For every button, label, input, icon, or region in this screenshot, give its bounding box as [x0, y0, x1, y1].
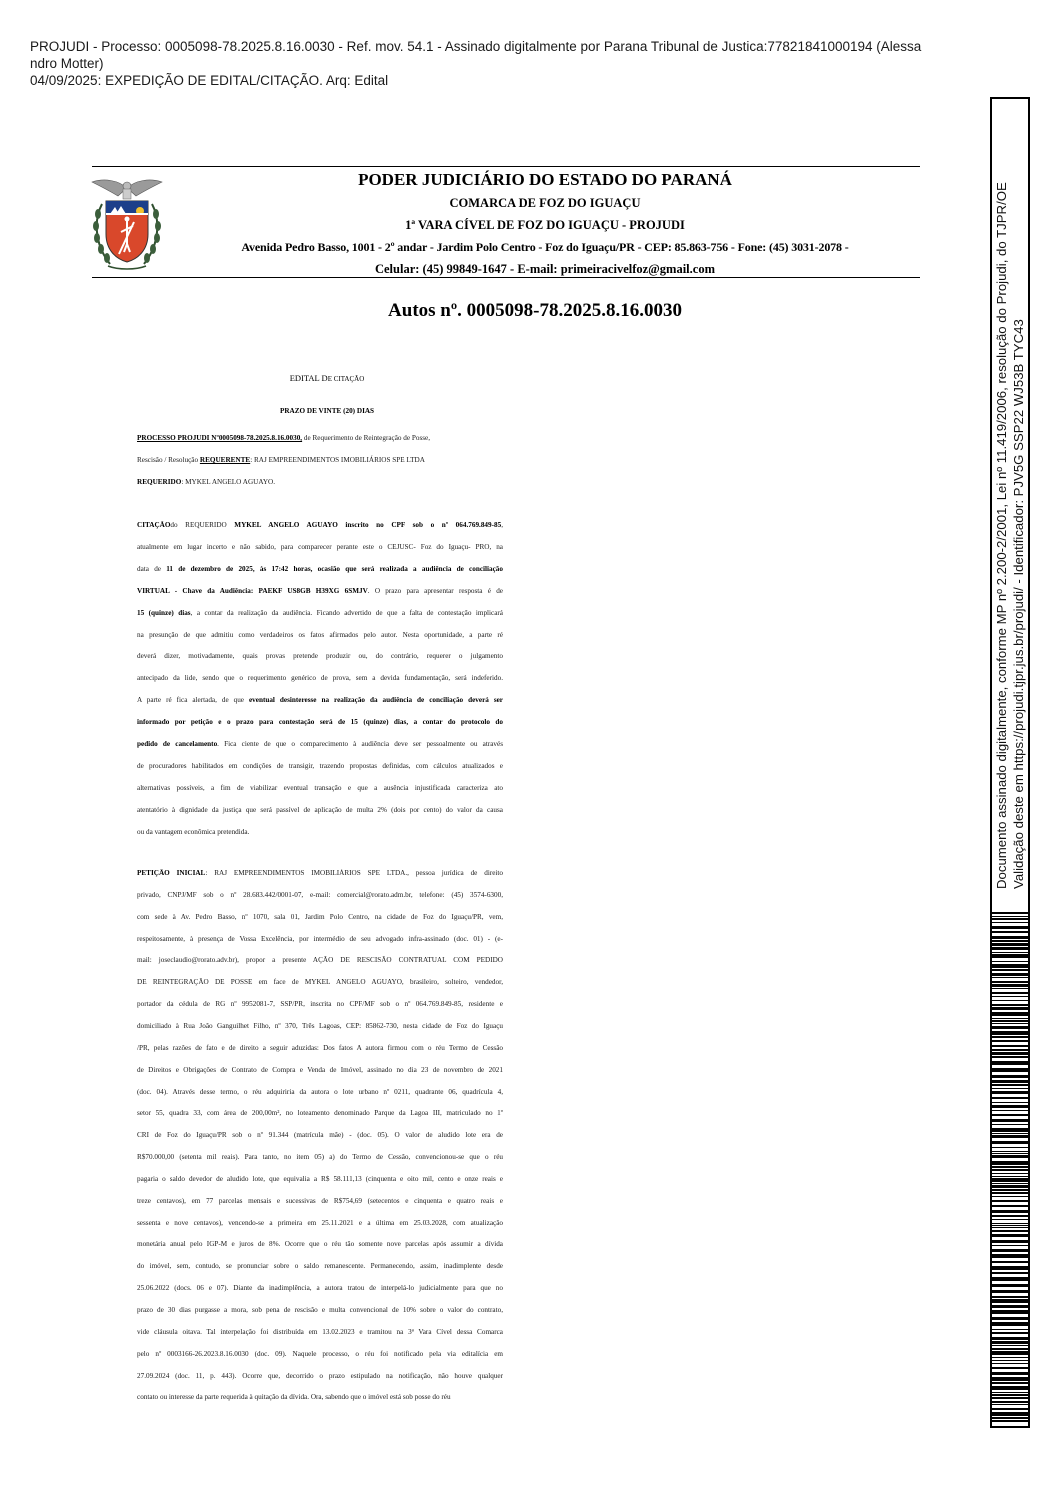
barcode-bar	[992, 1075, 1028, 1078]
text: R$70.000,00 (setenta mil reais). Para tanto, no item 05) a) do Termo de Cessão, convencionou-se que o réu	[137, 1153, 503, 1162]
barcode-bar	[992, 1000, 1028, 1001]
validation-notice: Validação deste em https://projudi.tjpr.jus.br/projudi/ - Identificador: PJV5G SSP22 WJ53B TYC43	[1011, 319, 1026, 889]
barcode-bar	[992, 1337, 1028, 1340]
barcode-bar	[992, 916, 1028, 917]
barcode-bar	[992, 936, 1028, 939]
barcode-bar	[992, 961, 1028, 962]
requerente-label: REQUERENTE	[199, 456, 251, 464]
barcode-bar	[992, 1036, 1028, 1038]
text-line	[137, 1372, 503, 1382]
barcode-bar	[992, 1151, 1028, 1152]
barcode-bar	[992, 1363, 1028, 1364]
barcode-bar	[992, 1305, 1028, 1308]
process-info-line: PROJUDI - Processo: 0005098-78.2025.8.16.0030 - Ref. mov. 54.1 - Assinado digitalmente por Parana Tribunal de Justica:77821841000194 (Alessa	[30, 39, 922, 54]
header-bottom-rule	[92, 277, 920, 278]
barcode-bar	[992, 947, 1028, 950]
text: na presunção de que admitiu como verdadeiros os fatos afirmados pelo autor. Nesta oportunidade, a parte ré	[137, 630, 503, 639]
barcode-bar	[992, 1296, 1028, 1298]
barcode-bar	[992, 1348, 1028, 1350]
text-line	[137, 652, 503, 662]
court-address: Avenida Pedro Basso, 1001 - 2º andar - Jardim Polo Centro - Foz do Iguaçu/PR - CEP: 85.863-756 - Fone: (45) 3031-2078 -	[241, 240, 849, 254]
process-info-line-cont: ndro Motter)	[30, 56, 104, 71]
text: contato ou interesse da parte requerida à quitação da dívida. Ora, sabendo que o imóvel está sob posse do réu	[137, 1393, 451, 1402]
bold-text: MYKEL ANGELO AGUAYO inscrito no CPF sob o nº 064.769.849-85	[234, 521, 502, 529]
bold-text: VIRTUAL - Chave da Audiência: PAEKF US8GB H39XG 6SMJV	[137, 586, 368, 595]
barcode-bar	[992, 1322, 1028, 1326]
text: vide cláusula oitava. Tal interpelação foi distribuída em 13.02.2023 e tramitou na 3ª Vara Cível dessa Comarca	[137, 1327, 503, 1336]
text: deverá dizer, motivadamente, quais provas pretende produzir ou, do contrário, requerer o julgamento	[137, 652, 503, 661]
barcode-bar	[992, 1045, 1028, 1047]
text: prazo de 30 dias purgasse a mora, sob pena de rescisão e multa convencional de 10% sobre o valor do contrato,	[137, 1306, 503, 1314]
barcode-bar	[992, 1020, 1028, 1022]
text-line	[137, 1328, 503, 1338]
barcode-bar	[992, 1360, 1028, 1361]
text-line	[137, 1197, 503, 1207]
barcode-bar	[992, 1049, 1028, 1051]
text: . O prazo para apresentar resposta é de	[367, 586, 503, 595]
text-line	[137, 1088, 503, 1098]
barcode-bar	[992, 981, 1028, 983]
bold-text: informado por petição e o prazo para contestação será de 15 (quinze) dias, a contar do protocolo do	[137, 718, 503, 727]
barcode-bar	[992, 1351, 1028, 1355]
text-line	[137, 631, 503, 641]
barcode-bar	[992, 1023, 1028, 1024]
barcode-bar	[992, 977, 1028, 978]
text: atualmente em lugar incerto e não sabido, para comparecer perante este o CEJUSC- Foz do Iguaçu- PRO, na	[137, 542, 503, 551]
barcode-bar	[992, 1261, 1028, 1263]
barcode-bar	[992, 1026, 1028, 1029]
bold-text: pedido de cancelamento	[137, 740, 218, 748]
barcode-bar	[992, 1372, 1028, 1375]
text: . Fica ciente de que o comparecimento à audiência deve ser pessoalmente ou através	[217, 740, 503, 748]
text: alternativas possíveis, a fim de viabilizar eventual transação e que a ausência injustificada caracteriza ato	[137, 783, 503, 792]
text: ,	[501, 521, 503, 529]
barcode-bar	[992, 1210, 1028, 1213]
barcode-bar	[992, 1254, 1028, 1258]
barcode-bar	[992, 1249, 1028, 1252]
barcode-bar	[992, 1147, 1028, 1148]
barcode-bar	[992, 1161, 1028, 1165]
bold-text: 11 de dezembro de 2025, às 17:42 horas, ocasião que será realizada a audiência de conciliação	[166, 564, 503, 573]
barcode-bar	[992, 1272, 1028, 1274]
text-line	[137, 762, 503, 772]
barcode-bar	[992, 912, 1028, 914]
text: privado, CNPJ/MF sob o nº 28.683.442/0001-07, e-mail: comercial@rorato.adm.br, telefone: (45) 3574-6300,	[137, 890, 503, 899]
barcode-bar	[992, 931, 1028, 933]
text-line	[137, 1284, 503, 1294]
barcode-bar	[992, 1119, 1028, 1122]
barcode-bar	[992, 1068, 1028, 1072]
barcode-bar	[992, 1310, 1028, 1314]
barcode-bar	[992, 1133, 1028, 1134]
barcode-bar	[992, 1401, 1028, 1403]
case-number-heading: Autos nº. 0005098-78.2025.8.16.0030	[388, 300, 682, 321]
barcode-bar	[992, 1110, 1028, 1111]
processo-line	[137, 434, 503, 442]
barcode-bar	[992, 1245, 1028, 1246]
barcode-bar	[992, 1394, 1028, 1396]
text: , a contar da realização da audiência. Ficando advertido de que a falta de contestação implicará	[190, 608, 503, 617]
barcode-icon	[992, 912, 1028, 1424]
barcode-bar	[992, 1178, 1028, 1182]
text-line	[137, 1393, 503, 1401]
barcode-bar	[992, 1004, 1028, 1006]
comarca-name: COMARCA DE FOZ DO IGUAÇU	[449, 196, 641, 210]
requerido-line	[137, 478, 503, 486]
barcode-bar	[992, 988, 1028, 989]
barcode-bar	[992, 1153, 1028, 1154]
court-contact: Celular: (45) 99849-1647 - E-mail: primeiracivelfoz@gmail.com	[374, 262, 715, 276]
text-line	[137, 956, 503, 966]
barcode-bar	[992, 1040, 1028, 1042]
barcode-bar	[992, 1084, 1028, 1086]
text: domiciliado à Rua João Ganguilhet Filho, nº 370, Três Lagoas, CEP: 85862-730, nesta cidade de Foz do Iguaçu	[137, 1021, 503, 1030]
text: treze centavos), em 77 parcelas mensais e sucessivas de R$754,69 (setecentos e cinquenta e quatro reais e	[137, 1196, 503, 1205]
requerido-label: REQUERIDO	[137, 478, 182, 486]
barcode-bar	[992, 926, 1028, 929]
text: data de	[137, 564, 167, 573]
text-line	[137, 1306, 503, 1316]
text-line	[137, 1000, 503, 1010]
document-metadata-header	[30, 38, 980, 89]
processo-description: de Requerimento de Reintegração de Posse,	[302, 434, 431, 442]
barcode-bar	[992, 1223, 1028, 1224]
text-line	[137, 1153, 503, 1163]
bold-text: PETIÇÃO INICIAL	[137, 869, 206, 877]
barcode-bar	[992, 1056, 1028, 1058]
text-line	[137, 543, 503, 553]
movement-info-line: 04/09/2025: EXPEDIÇÃO DE EDITAL/CITAÇÃO. Arq: Edital	[30, 73, 389, 88]
barcode-bar	[992, 1128, 1028, 1132]
text-line	[137, 718, 503, 728]
barcode-bar	[992, 1007, 1028, 1010]
barcode-bar	[992, 992, 1028, 994]
barcode-bar	[992, 1091, 1028, 1094]
barcode-bar	[992, 1227, 1028, 1228]
text-line	[137, 1022, 503, 1032]
text: /PR, pelas razões de fato e de direito a seguir aduzidas: Dos fatos A autora firmou com o réu Termo de Cessão	[137, 1043, 503, 1052]
text: pelo nº 0003166-26.2023.8.16.0030 (doc. 09). Naquele processo, o réu foi notificado pela via editalícia em	[137, 1349, 503, 1358]
barcode-bar	[992, 1290, 1028, 1293]
text: pagaria o saldo devedor de aludido lote, que equivalia a R$ 58.111,13 (cinquenta e oito mil, cento e onze reais e	[137, 1174, 503, 1183]
requerente-value: : RAJ EMPREENDIMENTOS IMOBILIÁRIOS SPE LTDA	[250, 456, 425, 464]
barcode-bar	[992, 1012, 1028, 1016]
barcode-bar	[992, 952, 1028, 953]
barcode-bar	[992, 1420, 1028, 1422]
text: mail: joseclaudio@rorato.adv.br), propor a presente AÇÃO DE RESCISÃO CONTRATUAL COM PEDIDO	[137, 956, 503, 965]
text-line	[137, 1066, 503, 1076]
requerente-line	[137, 456, 503, 464]
barcode-bar	[992, 1189, 1028, 1191]
text-line	[137, 891, 503, 901]
text: do REQUERIDO	[170, 521, 235, 529]
barcode-bar	[992, 1114, 1028, 1116]
text: portador da cédula de RG nº 9952081-7, SSP/PR, inscrita no CPF/MF sob o nº 064.769.849-85, residente e	[137, 1000, 503, 1009]
barcode-bar	[992, 1266, 1028, 1270]
requerido-value: : MYKEL ANGELO AGUAYO.	[181, 478, 276, 486]
barcode-bar	[992, 1088, 1028, 1089]
barcode-bar	[992, 1052, 1028, 1055]
text: respeitosamente, à presença de Vossa Excelência, por intermédio de seu advogado infra-assinado (doc. 01) - (e-	[137, 934, 503, 943]
signature-text-rotated	[990, 97, 1030, 897]
text: ou da vantagem econômica pretendida.	[137, 827, 250, 836]
barcode-bar	[992, 1345, 1028, 1346]
barcode-bar	[992, 996, 1028, 997]
barcode-bar	[992, 943, 1028, 946]
text-line	[137, 828, 503, 836]
vara-name: 1ª VARA CÍVEL DE FOZ DO IGUAÇU - PROJUDI	[405, 218, 685, 232]
processo-label: PROCESSO PROJUDI Nº0005098-78.2025.8.16.0030,	[137, 434, 303, 442]
text-line	[137, 674, 503, 684]
barcode-bar	[992, 1386, 1028, 1390]
barcode-bar	[992, 1382, 1028, 1384]
barcode-bar	[992, 1230, 1028, 1232]
text: A parte ré fica alertada, de que	[137, 696, 249, 705]
barcode-bar	[992, 940, 1028, 942]
barcode-bar	[992, 973, 1028, 976]
text: 27.09.2024 (doc. 11, p. 443). Ocorre que, decorrido o prazo estipulado na notificação, não houve qualquer	[137, 1371, 503, 1380]
barcode-bar	[992, 984, 1028, 987]
barcode-bar	[992, 1417, 1028, 1419]
text: 25.06.2022 (docs. 06 e 07). Diante da inadimplência, a autora tratou de interpelá-lo judicialmente para que no	[137, 1284, 503, 1293]
barcode-bar	[992, 1135, 1028, 1138]
text-line	[137, 1240, 503, 1250]
barcode-bar	[992, 1397, 1028, 1399]
text-line	[137, 1175, 503, 1185]
barcode-bar	[992, 1219, 1028, 1220]
text: do imóvel, sem, contudo, se pronunciar sobre o saldo remanescente. Permanecendo, assim, inadimplente desde	[137, 1262, 503, 1271]
barcode-bar	[992, 1377, 1028, 1381]
text: atentatório à dignidade da justiça que será passível de aplicação de multa 2% (dois por cento) do valor da causa	[137, 805, 503, 814]
barcode-bar	[992, 1185, 1028, 1188]
barcode-bar	[992, 1234, 1028, 1237]
text-line	[137, 587, 503, 597]
barcode-bar	[992, 918, 1028, 920]
bold-text: eventual desinteresse na realização da audiência de conciliação deverá ser	[248, 696, 503, 705]
text: de procuradores habilitados em condições de transigir, trazendo propostas definidas, com cálculos atualizados e	[137, 761, 503, 770]
text: setor 55, quadra 33, com área de 200,00m², no loteamento denominado Parque da Lagoa III, matriculado no 1º	[137, 1109, 503, 1118]
barcode-bar	[992, 1284, 1028, 1287]
barcode-bar	[992, 1299, 1028, 1303]
barcode-bar	[992, 1102, 1028, 1103]
barcode-bar	[992, 1166, 1028, 1168]
barcode-bar	[992, 1277, 1028, 1281]
text: com sede à Av. Pedro Basso, nº 1070, sala 01, Jardim Polo Centro, na cidade de Foz do Iguaçu/PR, vem,	[137, 912, 503, 921]
barcode-bar	[992, 1155, 1028, 1158]
signature-text-area	[990, 97, 1030, 897]
barcode-bar	[992, 922, 1028, 923]
text-line	[137, 521, 503, 531]
text-line	[137, 869, 503, 879]
text-line	[137, 935, 503, 945]
barcode-bar	[992, 1200, 1028, 1202]
barcode-bar	[992, 1317, 1028, 1320]
barcode-bar	[992, 1357, 1028, 1358]
text: sessenta e nove centavos), vencendo-se a primeira em 25.11.2021 e a última em 25.03.2028, com atualização	[137, 1218, 503, 1227]
text-line	[137, 696, 503, 706]
barcode-bar	[992, 1061, 1028, 1065]
text: DE REINTEGRAÇÃO DE POSSE em face de MYKEL ANGELO AGUAYO, brasileiro, solteiro, vendedor,	[137, 978, 503, 987]
text-line	[137, 1044, 503, 1054]
barcode-bar	[992, 1367, 1028, 1369]
edital-title	[137, 373, 517, 383]
barcode-bar	[992, 1018, 1028, 1019]
text: CRI de Foz do Iguaçu/PR sob o nº 91.344 (matrícula mãe) - (doc. 05). O valor de aludido lote era de	[137, 1131, 503, 1140]
text-line	[137, 1131, 503, 1141]
barcode-bar	[992, 1225, 1028, 1226]
text-line	[137, 1219, 503, 1229]
processo-description-cont: Rescisão / Resolução	[137, 456, 200, 464]
barcode-bar	[992, 1080, 1028, 1083]
text-line	[137, 1262, 503, 1272]
text-line	[137, 609, 503, 619]
barcode-bar	[992, 1205, 1028, 1207]
barcode-bar	[992, 1031, 1028, 1035]
barcode-bar	[992, 1196, 1028, 1197]
bold-text: CITAÇÃO	[137, 521, 171, 529]
text: de Direitos e Obrigações de Contrato de Compra e Venda de Imóvel, assinado no dia 23 de novembro de 2021	[137, 1065, 503, 1074]
barcode-bar	[992, 954, 1028, 958]
text-line	[137, 565, 503, 575]
edital-title-main: EDITAL D	[289, 373, 328, 383]
text: antecipado da lide, sendo que o requerimento genérico de prova, sem a devida fundamentação, será indeferido.	[137, 674, 503, 683]
prazo-heading: PRAZO DE VINTE (20) DIAS	[279, 407, 375, 415]
barcode-bar	[992, 1173, 1028, 1174]
text: : RAJ EMPREENDIMENTOS IMOBILIÁRIOS SPE LTDA., pessoa jurídica de direito	[205, 869, 503, 877]
barcode-bar	[992, 1141, 1028, 1144]
barcode-bar	[992, 1408, 1028, 1410]
text-line	[137, 1109, 503, 1119]
text-line	[137, 806, 503, 816]
text-line	[137, 740, 503, 750]
header-top-rule	[92, 166, 920, 167]
barcode-bar	[992, 1332, 1028, 1334]
barcode-bar	[992, 1169, 1028, 1171]
barcode-bar	[992, 1097, 1028, 1099]
text-line	[137, 913, 503, 923]
barcode-bar	[992, 1392, 1028, 1393]
barcode-bar	[992, 969, 1028, 971]
text-line	[137, 978, 503, 988]
barcode-bar	[992, 1240, 1028, 1243]
barcode-bar	[992, 1176, 1028, 1177]
signature-notice: Documento assinado digitalmente, conforme MP nº 2.200-2/2001, Lei nº 11.419/2006, resolução do Projudi, do TJPR/OE	[994, 182, 1009, 889]
text-line	[137, 784, 503, 794]
barcode-bar	[992, 1183, 1028, 1184]
barcode-bar	[992, 964, 1028, 968]
barcode-bar	[992, 1341, 1028, 1344]
text-line	[137, 1350, 503, 1360]
edital-title-smallcaps: E CITAÇÃO	[327, 375, 365, 383]
bold-text: 15 (quinze) dias	[137, 608, 191, 617]
barcode-bar	[992, 1124, 1028, 1125]
barcode-bar	[992, 1215, 1028, 1217]
court-title: PODER JUDICIÁRIO DO ESTADO DO PARANÁ	[358, 170, 732, 189]
text: (doc. 04). Através desse termo, o réu adquiriria da autora o lote urbano nº 0211, quadrante 06, quadrícula 4,	[137, 1087, 503, 1096]
barcode-bar	[992, 1329, 1028, 1330]
barcode-bar	[992, 1404, 1028, 1405]
barcode-bar	[992, 1192, 1028, 1194]
barcode-bar	[992, 1412, 1028, 1416]
parana-coat-of-arms-icon	[88, 174, 166, 274]
barcode-bar	[992, 1105, 1028, 1108]
text: monetária anual pelo IGP-M e juros de 8%. Ocorre que o réu tão somente nove parcelas após assumir a dívida	[137, 1240, 503, 1249]
